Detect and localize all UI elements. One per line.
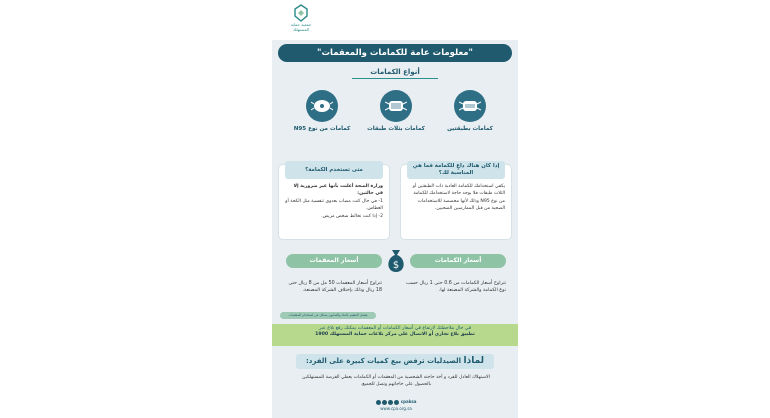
when-card-heading: متى تستخدم الكمامة؟ <box>285 161 383 179</box>
n95-mask-icon <box>306 90 338 122</box>
header <box>272 0 518 40</box>
youtube-icon <box>394 400 399 405</box>
mask-type-label-1: كمامات بطبقتين <box>447 126 493 132</box>
footer <box>272 396 518 418</box>
logo-text: جمعية حماية المستهلك <box>290 22 312 32</box>
sanitizer-note: يفضل التعقيم بالماء والصابون بشكل عن استخدام المعقمات <box>280 312 376 319</box>
price-report-warning <box>272 324 518 346</box>
page-title: "معلومات عامة للكمامات والمعقمات" <box>278 44 512 62</box>
two-layer-mask-icon <box>454 90 486 122</box>
social-handles <box>356 398 436 405</box>
cpa-logo <box>286 4 316 36</box>
when-card-lead: وزارة الصحة أعلنت بأنها غير ضرورية إلا في حالتين: <box>293 184 383 197</box>
instagram-icon <box>382 400 387 405</box>
cpa-logo-icon <box>292 4 310 22</box>
when-card-body <box>285 183 383 220</box>
mask-type-label-3: كمامات من نوع N95 <box>293 126 351 132</box>
three-layer-mask-icon <box>380 90 412 122</box>
warning-line-2: تطبيق بلاغ تجاري أو الاتصال على مركز بلاغات حماية المستهلك 1900 <box>315 332 475 338</box>
why-word: لماذا <box>463 356 484 366</box>
why-body: الاستهلاك العادل للفرد و أخذ حاجته الشخصية من المعقمات أو الكمامات يعطي الفرصة للمستهلكين بالحصول على حاجاتهم وتصل للجميع. <box>302 375 490 387</box>
mask-prices-text: تتراوح أسعار الكمامات من 0.6 حتى 1 ريال حسب نوع الكمامة والشركة المصنعة لها. <box>406 281 506 294</box>
n95-info-card <box>400 164 512 240</box>
twitter-icon <box>376 400 381 405</box>
mask-type-label-2: كمامات بثلاث طبقات <box>367 126 425 132</box>
sanitizer-prices-text: تتراوح أسعار المعقمات 50 مل من 8 ريال حتى 18 ريال وذلك بإختلاف الشركة المصنعة. <box>288 281 382 294</box>
when-card-item-1: 1- في حال كنت مصاب بعدوى تنفسية مثل الكحة أو العطاس. <box>285 198 383 212</box>
social-handle: cpaksa <box>400 399 417 404</box>
money-bag-icon <box>384 248 408 274</box>
when-card-item-2: 2- إذا كنت تخالط شخص مريض. <box>321 213 383 219</box>
warning-line-1: في حال ملاحظتك لارتفاع في أسعار الكمامات أو المعقمات يمكنك رفع بلاغ عبر <box>318 326 471 331</box>
sanitizer-prices-label: أسعار المعقمات <box>286 254 382 268</box>
snapchat-icon <box>388 400 393 405</box>
n95-card-heading: إذا كان هناك داعٍ للكمامة فما هي المناسبة لك؟ <box>407 161 505 179</box>
why-heading-rest: الصيدليات ترفض بيع كميات كبيرة على الفرد: <box>305 357 464 365</box>
when-to-use-card <box>278 164 390 240</box>
n95-card-body: يكفي استخدامك للكمامة العادية ذات الطبقتين أو الثلاث طبقات فلا يوجد حاجة لاستخدامك للكمامة من نوع N95 وذلك لأنها مخصصة للاستخدامات الصحية من قبل الممارسين الصحيين. <box>412 184 505 212</box>
why-heading <box>296 354 494 369</box>
infographic-poster <box>272 0 518 418</box>
svg-text:$: $ <box>392 260 400 271</box>
mask-prices-label: أسعار الكمامات <box>410 254 506 268</box>
mask-types-heading: أنواع الكمامات <box>352 66 438 79</box>
website-link[interactable]: www.cpa.org.sa <box>380 406 412 411</box>
